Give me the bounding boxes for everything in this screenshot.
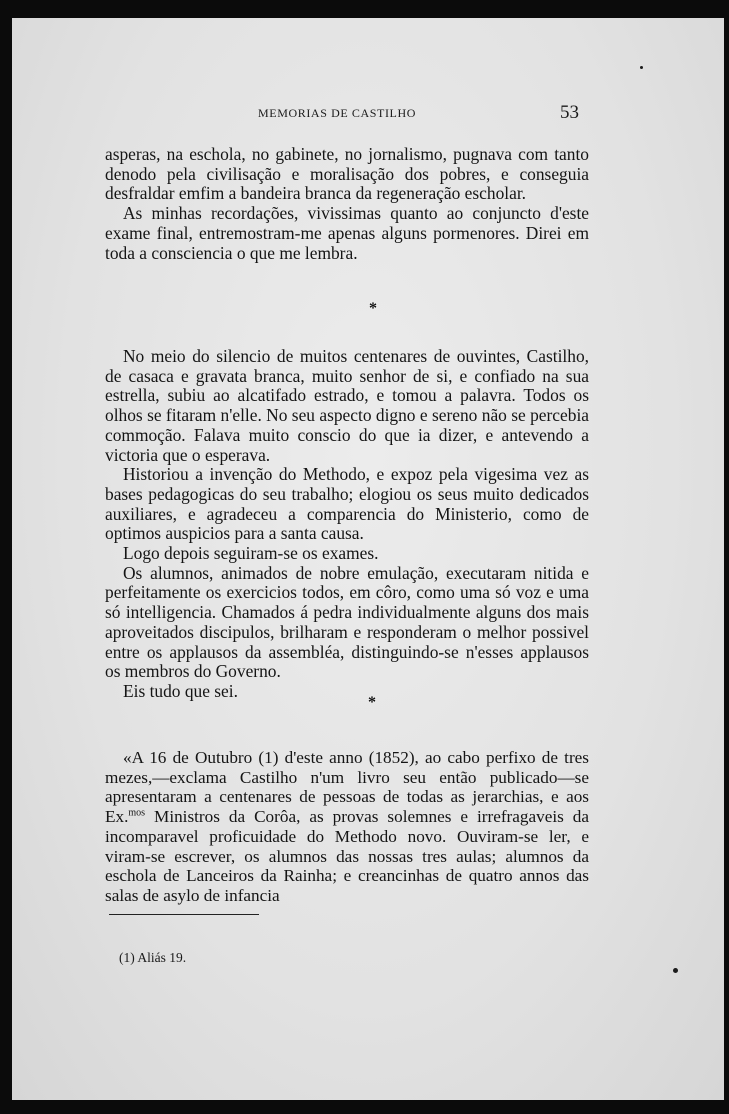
text-block-exam [105, 347, 589, 702]
quote-text-part: Ministros da Corôa, as provas solemnes e irrefragaveis da incomparavel proficuidade do Methodo novo. Ouviram-se ler, e viram-se escrever, os alumnos das nossas tres aulas; alumnos da eschola de Lanceiros da Rainha; e creancinhas de quatro annos das salas de asylo de infancia [105, 807, 589, 905]
book-page [12, 18, 724, 1100]
quoted-paragraph [105, 748, 589, 906]
footnote-rule [109, 914, 259, 915]
paragraph: Eis tudo que sei. [123, 680, 238, 701]
page-header [12, 104, 724, 124]
paragraph: Logo depois seguiram-se os exames. [123, 543, 379, 564]
section-divider-asterisk: * [368, 694, 376, 711]
scan-speck [640, 66, 643, 69]
text-block-quote [105, 748, 589, 906]
text-block-intro [105, 145, 589, 263]
footnote: (1) Aliás 19. [119, 950, 187, 965]
paragraph: As minhas recordações, vivissimas quanto ao conjuncto d'este exame final, entremostram-me apenas alguns pormenores. Direi em toda a consciencia o que me lembra. [105, 203, 589, 263]
superscript-abbrev: mos [128, 807, 146, 819]
paragraph: Os alumnos, animados de nobre emulação, executaram nitida e perfeitamente os exercicios todos, em côro, como uma só voz e uma só intelligencia. Chamados á pedra individualmente alguns dos mais aproveitados discipulos, brilharam e responderam o melhor possivel entre os applausos da assembléa, distinguindo-se n'esses applausos os membros do Governo. [105, 562, 589, 682]
paragraph: Historiou a invenção do Methodo, e expoz pela vigesima vez as bases pedagogicas do seu trabalho; elogiou os seus muito dedicados auxiliares, e agradeceu a comparencia do Ministerio, como de optimos auspicios para a santa causa. [105, 464, 589, 544]
scan-speck [673, 968, 678, 973]
paragraph: No meio do silencio de muitos centenares de ouvintes, Castilho, de casaca e gravata branca, muito senhor de si, e confiado na sua estrella, subiu ao alcatifado estrado, e tomou a palavra. Todos os olhos se fitaram n'elle. No seu aspecto digno e sereno não se percebia commoção. Falava muito conscio do que ia dizer, e antevendo a victoria que o esperava. [105, 346, 589, 465]
quote-text-part: «A 16 de Outubro (1) d'este anno (1852), ao cabo perfixo de tres mezes,—exclama Castilho n'um livro seu então publicado—se apresentaram a centenares de pessoas de todas as jerarchias, e aos Ex. [105, 748, 589, 827]
page-number: 53 [560, 102, 579, 123]
paragraph: asperas, na eschola, no gabinete, no jornalismo, pugnava com tanto denodo pela civilisação e moralisação dos pobres, e conseguia desfraldar emfim a bandeira branca da regeneração escholar. [105, 144, 589, 204]
section-divider-asterisk: * [369, 300, 377, 317]
running-title: MEMORIAS DE CASTILHO [258, 106, 417, 120]
